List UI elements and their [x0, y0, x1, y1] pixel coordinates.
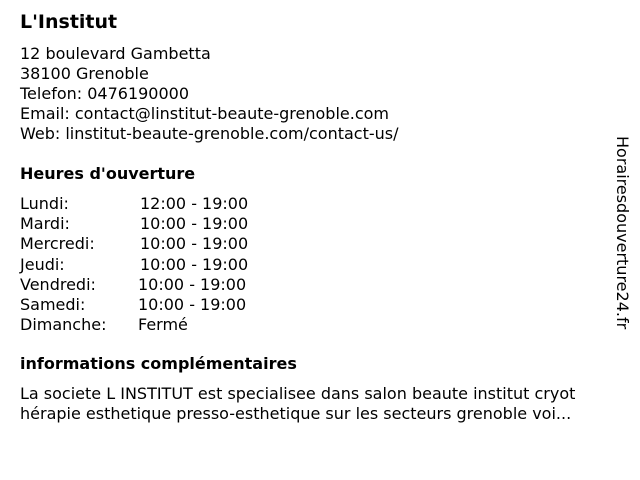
day-time: 10:00 - 19:00 [138, 274, 247, 294]
day-label: Jeudi: [20, 254, 65, 274]
day-label: Dimanche: [20, 315, 107, 335]
day-time: Fermé [138, 315, 188, 335]
day-time: 10:00 - 19:00 [140, 254, 249, 274]
day-label: Samedi: [20, 294, 86, 314]
day-time: 12:00 - 19:00 [140, 194, 249, 213]
address-street: 12 boulevard Gambetta [20, 44, 211, 63]
day-time: 10:00 - 19:00 [140, 214, 249, 234]
business-description [20, 384, 620, 424]
description-line: La societe L INSTITUT est specialisee dans salon beaute institut cryot [20, 384, 576, 403]
phone-line: Telefon: 0476190000 [20, 84, 190, 103]
info-heading: informations complémentaires [20, 354, 297, 373]
day-label: Lundi: [20, 194, 69, 213]
contact-block [20, 44, 399, 144]
day-time: 10:00 - 19:00 [138, 294, 247, 314]
business-name: L'Institut [20, 11, 118, 33]
description-line: hérapie esthetique presso-esthetique sur les secteurs grenoble voi... [20, 404, 572, 423]
day-label: Mardi: [20, 214, 70, 234]
day-label: Mercredi: [20, 234, 95, 254]
email-line: Email: contact@linstitut-beaute-grenoble.com [20, 104, 389, 123]
address-city: 38100 Grenoble [20, 64, 149, 83]
site-brand-vertical: Horairesdouverture24.fr [613, 136, 632, 330]
day-time: 10:00 - 19:00 [140, 234, 249, 254]
web-line: Web: linstitut-beaute-grenoble.com/contact-us/ [20, 124, 399, 143]
day-label: Vendredi: [20, 274, 96, 294]
hours-heading: Heures d'ouverture [20, 164, 196, 183]
